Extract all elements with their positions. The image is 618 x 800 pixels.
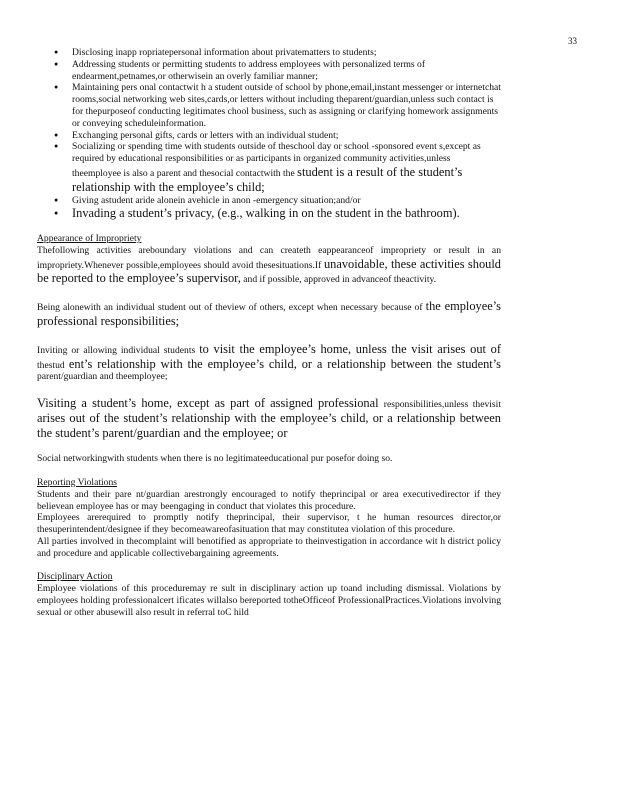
paragraph [37, 245, 501, 286]
list-item-text: Maintaining pers onal contactwit h a student outside of school by phone,email,instant messenger or internetchat rooms,social networking web sites,cards,or letters without including theparent/guardian,unless such contact is for thepurposeof conducting legitimates chool business, such as assigning or clarifying homework assignments or conveying scheduleinformation. [72, 82, 501, 129]
paragraph-text: Inviting or allowing individual students [37, 344, 196, 356]
page-number: 33 [568, 36, 577, 46]
list-item-text: Giving astudent aride alonein avehicle in anon -emergency situation;and/or [72, 194, 361, 206]
section-heading-appearance: Appearance of Impropriety [37, 232, 142, 244]
paragraph-text-large: the employee’s professional responsibilities; [37, 299, 501, 328]
paragraph: Employees arerequired to promptly notify theprincipal, their supervisor, t he human resources director,or thesuperintendent/designee if they becomeawareofasituation that may constitutea violation of this procedure. [37, 512, 501, 536]
list-item [72, 141, 501, 194]
list-item [72, 195, 501, 207]
paragraph: Social networkingwith students when there is no legitimateeducational pur posefor doing so. [37, 453, 393, 465]
list-item-text: Disclosing inapp ropriatepersonal information about privatematters to students; [72, 47, 377, 58]
paragraph [37, 299, 501, 329]
paragraph-text: thestud [37, 359, 65, 371]
paragraph-text: Being alonewith an individual student out of theview of others, except when necessary because of [37, 302, 423, 314]
paragraph-text-large: to visit the employee’s home, unless the visit arises out of [199, 341, 501, 356]
paragraph-text-large: arises out of the student’s relationship with the employee’s child, or a relationship between the student’s parent/guardian and the employee; or [37, 410, 501, 440]
list-item [72, 59, 501, 83]
list-item [72, 82, 501, 129]
list-item-text: Exchanging personal gifts, cards or letters with an individual student; [72, 129, 339, 141]
paragraph: Students and their pare nt/guardian arestrongly encouraged to notify theprincipal or area executivedirector if they believean employee has or may beengaging in conduct that violates this procedure. [37, 488, 501, 512]
boundary-violation-list [37, 47, 501, 221]
list-item-text: Socializing or spending time with students outside of theschool day or school -sponsored event s,except as required by educational responsibilities or as participants in organized community activities,unless theemployee is also a parent and thesocial contactwith the [72, 141, 481, 179]
paragraph-text: and if possible, approved in advanceof theactivity. [243, 274, 437, 286]
list-item [72, 130, 501, 142]
paragraph: Employee violations of this proceduremay re sult in disciplinary action up toand including dismissal. Violations by employees holding professionalcert ificates willalso bereported totheOfficeof ProfessionalPractices.Violations involving sexual or other abusewill also result in referral toC hild [37, 583, 501, 618]
paragraph: All parties involved in thecomplaint will benotified as appropriate to theinvestigation in accordance wit h district policy and procedure and applicable collectivebargaining agreements. [37, 535, 501, 559]
paragraph [37, 342, 501, 383]
list-item [72, 47, 501, 59]
list-item-text: Addressing students or permitting students to address employees with personalized terms of endearment,petnames,or otherwisein an overly familiar manner; [72, 58, 426, 82]
section-heading-disciplinary: Disciplinary Action [37, 571, 113, 583]
section-heading-reporting: Reporting Violations [37, 476, 117, 488]
paragraph-text: parent/guardian and theemployee; [37, 371, 168, 383]
paragraph-text-large: Visiting a student’s home, except as part of assigned professional [37, 396, 379, 411]
paragraph [37, 396, 501, 440]
paragraph-text: responsibilities,unless thevisit [383, 399, 501, 411]
paragraph-text: Thefollowing activities areboundary violations and can createth eappearanceof impropriety or result in an impropriety.Whenever possible,employees should avoid thesesituations.If [37, 244, 501, 271]
list-item-text-large: student is a result of the student’s relationship with the employee’s child; [72, 164, 463, 194]
document-body [37, 47, 501, 619]
list-item [72, 206, 501, 221]
paragraph-text-large: ent’s relationship with the employee’s child, or a relationship between the student’s [68, 356, 501, 371]
paragraph-text-large: unavoidable, these activities should be reported to the employee’s supervisor, [37, 256, 501, 286]
list-item-text-large: Invading a student’s privacy, (e.g., walking in on the student in the bathroom). [72, 206, 460, 221]
